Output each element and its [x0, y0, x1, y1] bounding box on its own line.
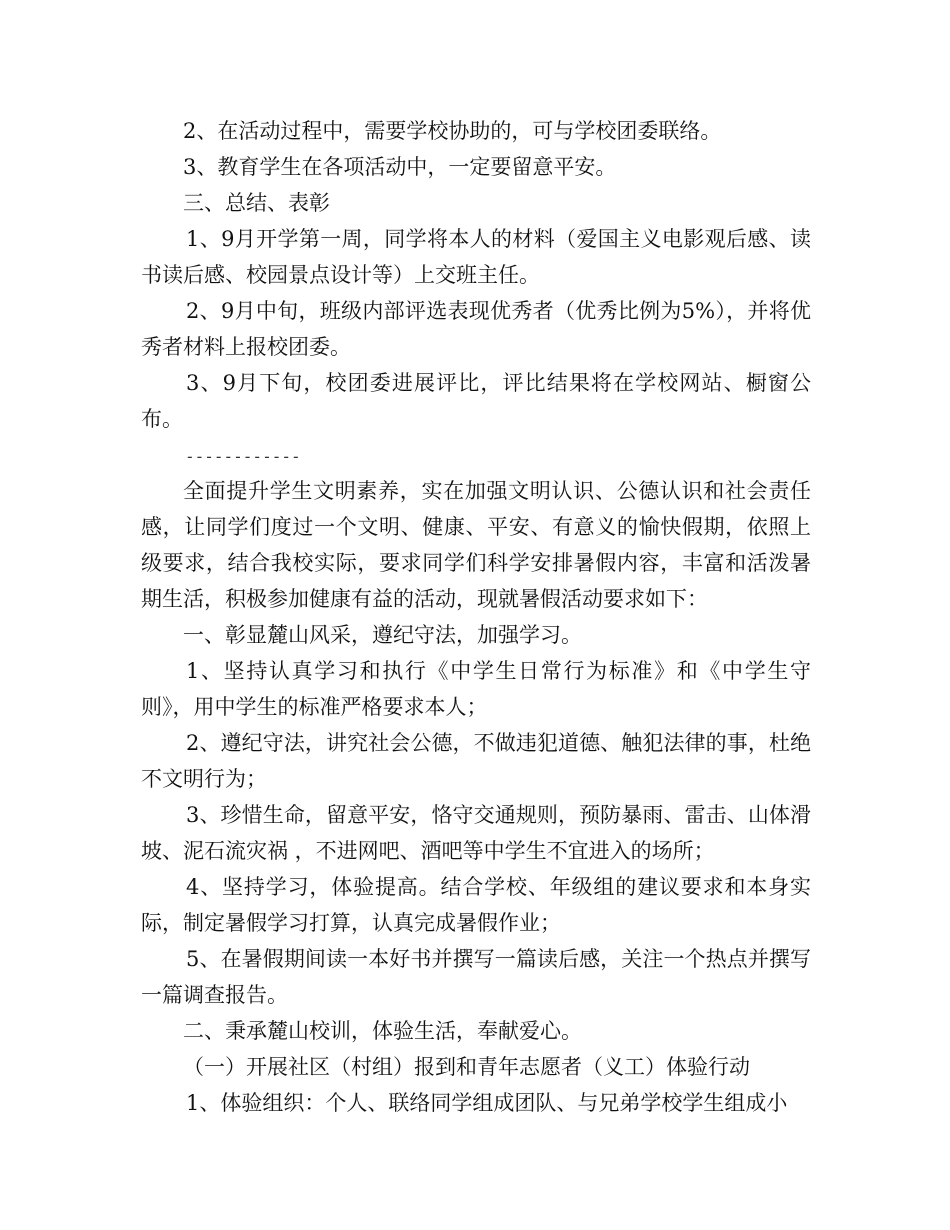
paragraph: 2、遵纪守法，讲究社会公德，不做违犯道德、触犯法律的事，杜绝不文明行为； — [141, 731, 811, 791]
paragraph: 1、9月开学第一周，同学将本人的材料（爱国主义电影观后感、读书读后感、校园景点设计等）上交班主任。 — [141, 227, 811, 287]
separator-text: ------------ — [185, 447, 301, 466]
paragraph: 1、坚持认真学习和执行《中学生日常行为标准》和《中学生守则》，用中学生的标准严格要求本人； — [141, 659, 811, 719]
paragraph: 4、坚持学习，体验提高。结合学校、年级组的建议要求和本身实际，制定暑假学习打算，认真完成暑假作业； — [141, 875, 811, 935]
paragraph: 3、9月下旬，校团委进展评比，评比结果将在学校网站、橱窗公布。 — [141, 371, 811, 431]
paragraph: 2、9月中旬，班级内部评选表现优秀者（优秀比例为5%），并将优秀者材料上报校团委。 — [141, 299, 811, 359]
document-body — [141, 113, 811, 1121]
sub-heading: （一）开展社区（村组）报到和青年志愿者（义工）体验行动 — [183, 1055, 750, 1079]
section-heading: 一、彰显麓山风采，遵纪守法，加强学习。 — [183, 623, 582, 647]
paragraph: 5、在暑假期间读一本好书并撰写一篇读后感，关注一个热点并撰写一篇调查报告。 — [141, 947, 811, 1007]
section-heading: 二、秉承麓山校训，体验生活，奉献爱心。 — [183, 1019, 582, 1043]
paragraph: 1、体验组织：个人、联络同学组成团队、与兄弟学校学生组成小 — [186, 1091, 788, 1115]
paragraph: 全面提升学生文明素养，实在加强文明认识、公德认识和社会责任感，让同学们度过一个文明、健康、平安、有意义的愉快假期，依照上级要求，结合我校实际，要求同学们科学安排暑假内容，丰富和活泼暑期生活，积极参加健康有益的活动，现就暑假活动要求如下： — [141, 479, 811, 611]
section-heading: 三、总结、表彰 — [183, 191, 330, 215]
separator-line — [141, 437, 811, 473]
paragraph: 2、在活动过程中，需要学校协助的，可与学校团委联络。 — [183, 119, 722, 143]
paragraph: 3、珍惜生命，留意平安，恪守交通规则，预防暴雨、雷击、山体滑坡、泥石流灾祸 ，不进网吧、酒吧等中学生不宜进入的场所； — [141, 803, 811, 863]
paragraph: 3、教育学生在各项活动中，一定要留意平安。 — [183, 155, 617, 179]
